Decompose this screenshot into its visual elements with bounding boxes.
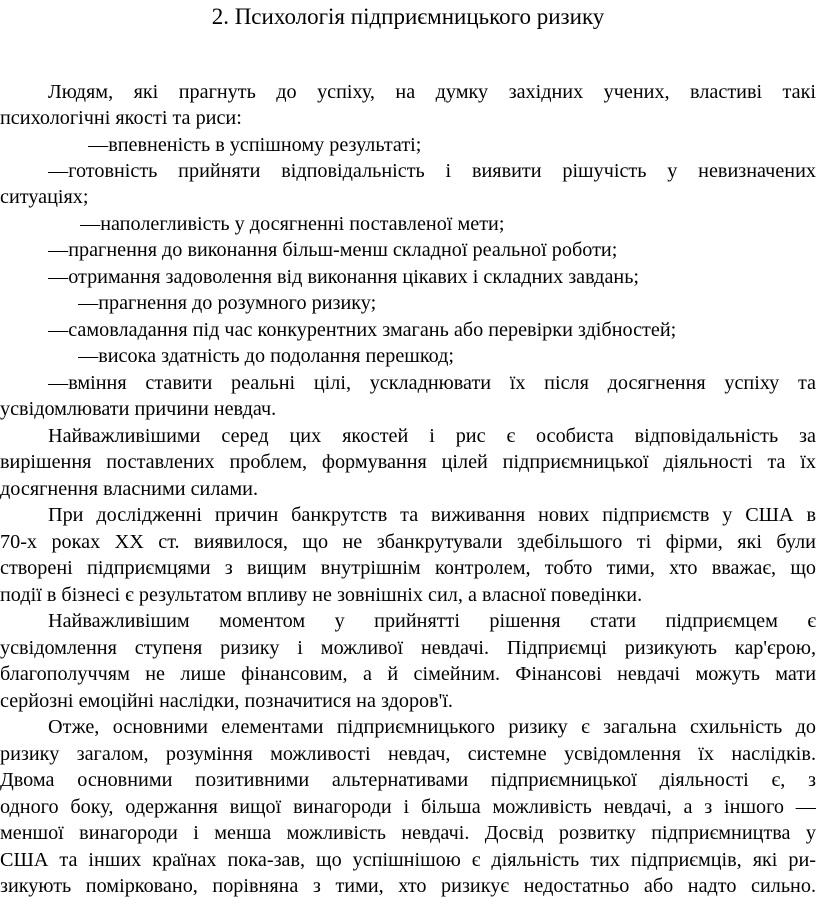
list-item: —прагнення до розумного ризику;: [78, 292, 377, 314]
paragraph-line: усвідомлювати причини невдач.: [0, 398, 277, 420]
paragraph-line: 70-х роках XX ст. виявилося, що не збанкрутували здебільшого ті фірми, які були: [0, 531, 816, 553]
list-item: —готовність прийняти відповідальність і виявити рішучість у невизначених: [48, 160, 816, 182]
list-item: —впевненість в успішному результаті;: [88, 134, 422, 156]
paragraph-line: благополуччям не лише фінансовим, а й сімейним. Фінансові невдачі можуть мати: [0, 663, 816, 685]
paragraph-line: Найважливішими серед цих якостей і рис є особиста відповідальність за: [48, 425, 816, 447]
paragraph-line: При дослідженні причин банкрутств та виживання нових підприємств у США в: [48, 504, 816, 526]
list-item: —наполегливість у досягненні поставленої мети;: [80, 213, 505, 235]
list-item: —самовладання під час конкурентних змагань або перевірки здібностей;: [48, 319, 677, 341]
paragraph-line: ризику загалом, розуміння можливості невдач, системне усвідомлення їх наслідків.: [0, 743, 816, 765]
paragraph-line: усвідомлення ступеня ризику і можливої невдачі. Підприємці ризикують кар'єрою,: [0, 637, 816, 659]
list-item: —прагнення до виконання більш-менш складної реальної роботи;: [48, 239, 618, 261]
paragraph-line: Найважливішим моментом у прийнятті рішення стати підприємцем є: [48, 610, 816, 632]
paragraph-line: ситуаціях;: [0, 186, 89, 208]
paragraph-line: меншої винагороди і менша можливість невдачі. Досвід розвитку підприємництва у: [0, 822, 816, 844]
paragraph-line: США та інших країнах пока-зав, що успішнішою є діяльність тих підприємців, які ри-: [0, 849, 816, 871]
list-item: —отримання задоволення від виконання цікавих і складних завдань;: [48, 266, 640, 288]
list-item: —вміння ставити реальні цілі, ускладнювати їх після досягнення успіху та: [48, 372, 816, 394]
paragraph-line: досягнення власними силами.: [0, 478, 259, 500]
list-item: —висока здатність до подолання перешкод;: [78, 345, 455, 367]
paragraph-line: Отже, основними елементами підприємницького ризику є загальна схильність до: [48, 716, 816, 738]
paragraph-line: події в бізнесі є результатом впливу не зовнішніх сил, а власної поведінки.: [0, 584, 643, 606]
paragraph-line: створені підприємцями з вищим внутрішнім контролем, тобто тими, хто вважає, що: [0, 557, 816, 579]
paragraph-line: вирішення поставлених проблем, формування цілей підприємницької діяльності та їх: [0, 451, 816, 473]
paragraph-line: Людям, які прагнуть до успіху, на думку західних учених, властиві такі: [48, 81, 816, 103]
paragraph-line: психологічні якості та риси:: [0, 107, 242, 129]
section-title: 2. Психологія підприємницького ризику: [211, 4, 605, 29]
paragraph-line: серйозні емоційні наслідки, позначитися на здоров'ї.: [0, 690, 453, 712]
paragraph-line: Двома основними позитивними альтернативами підприємницької діяльності є, з: [0, 769, 816, 791]
paragraph-line: зикують помірковано, порівняна з тими, хто ризикує недостатньо або надто сильно.: [0, 875, 816, 897]
paragraph-line: одного боку, одержання вищої винагороди і більша можливість невдачі, а з іншого —: [0, 796, 816, 818]
